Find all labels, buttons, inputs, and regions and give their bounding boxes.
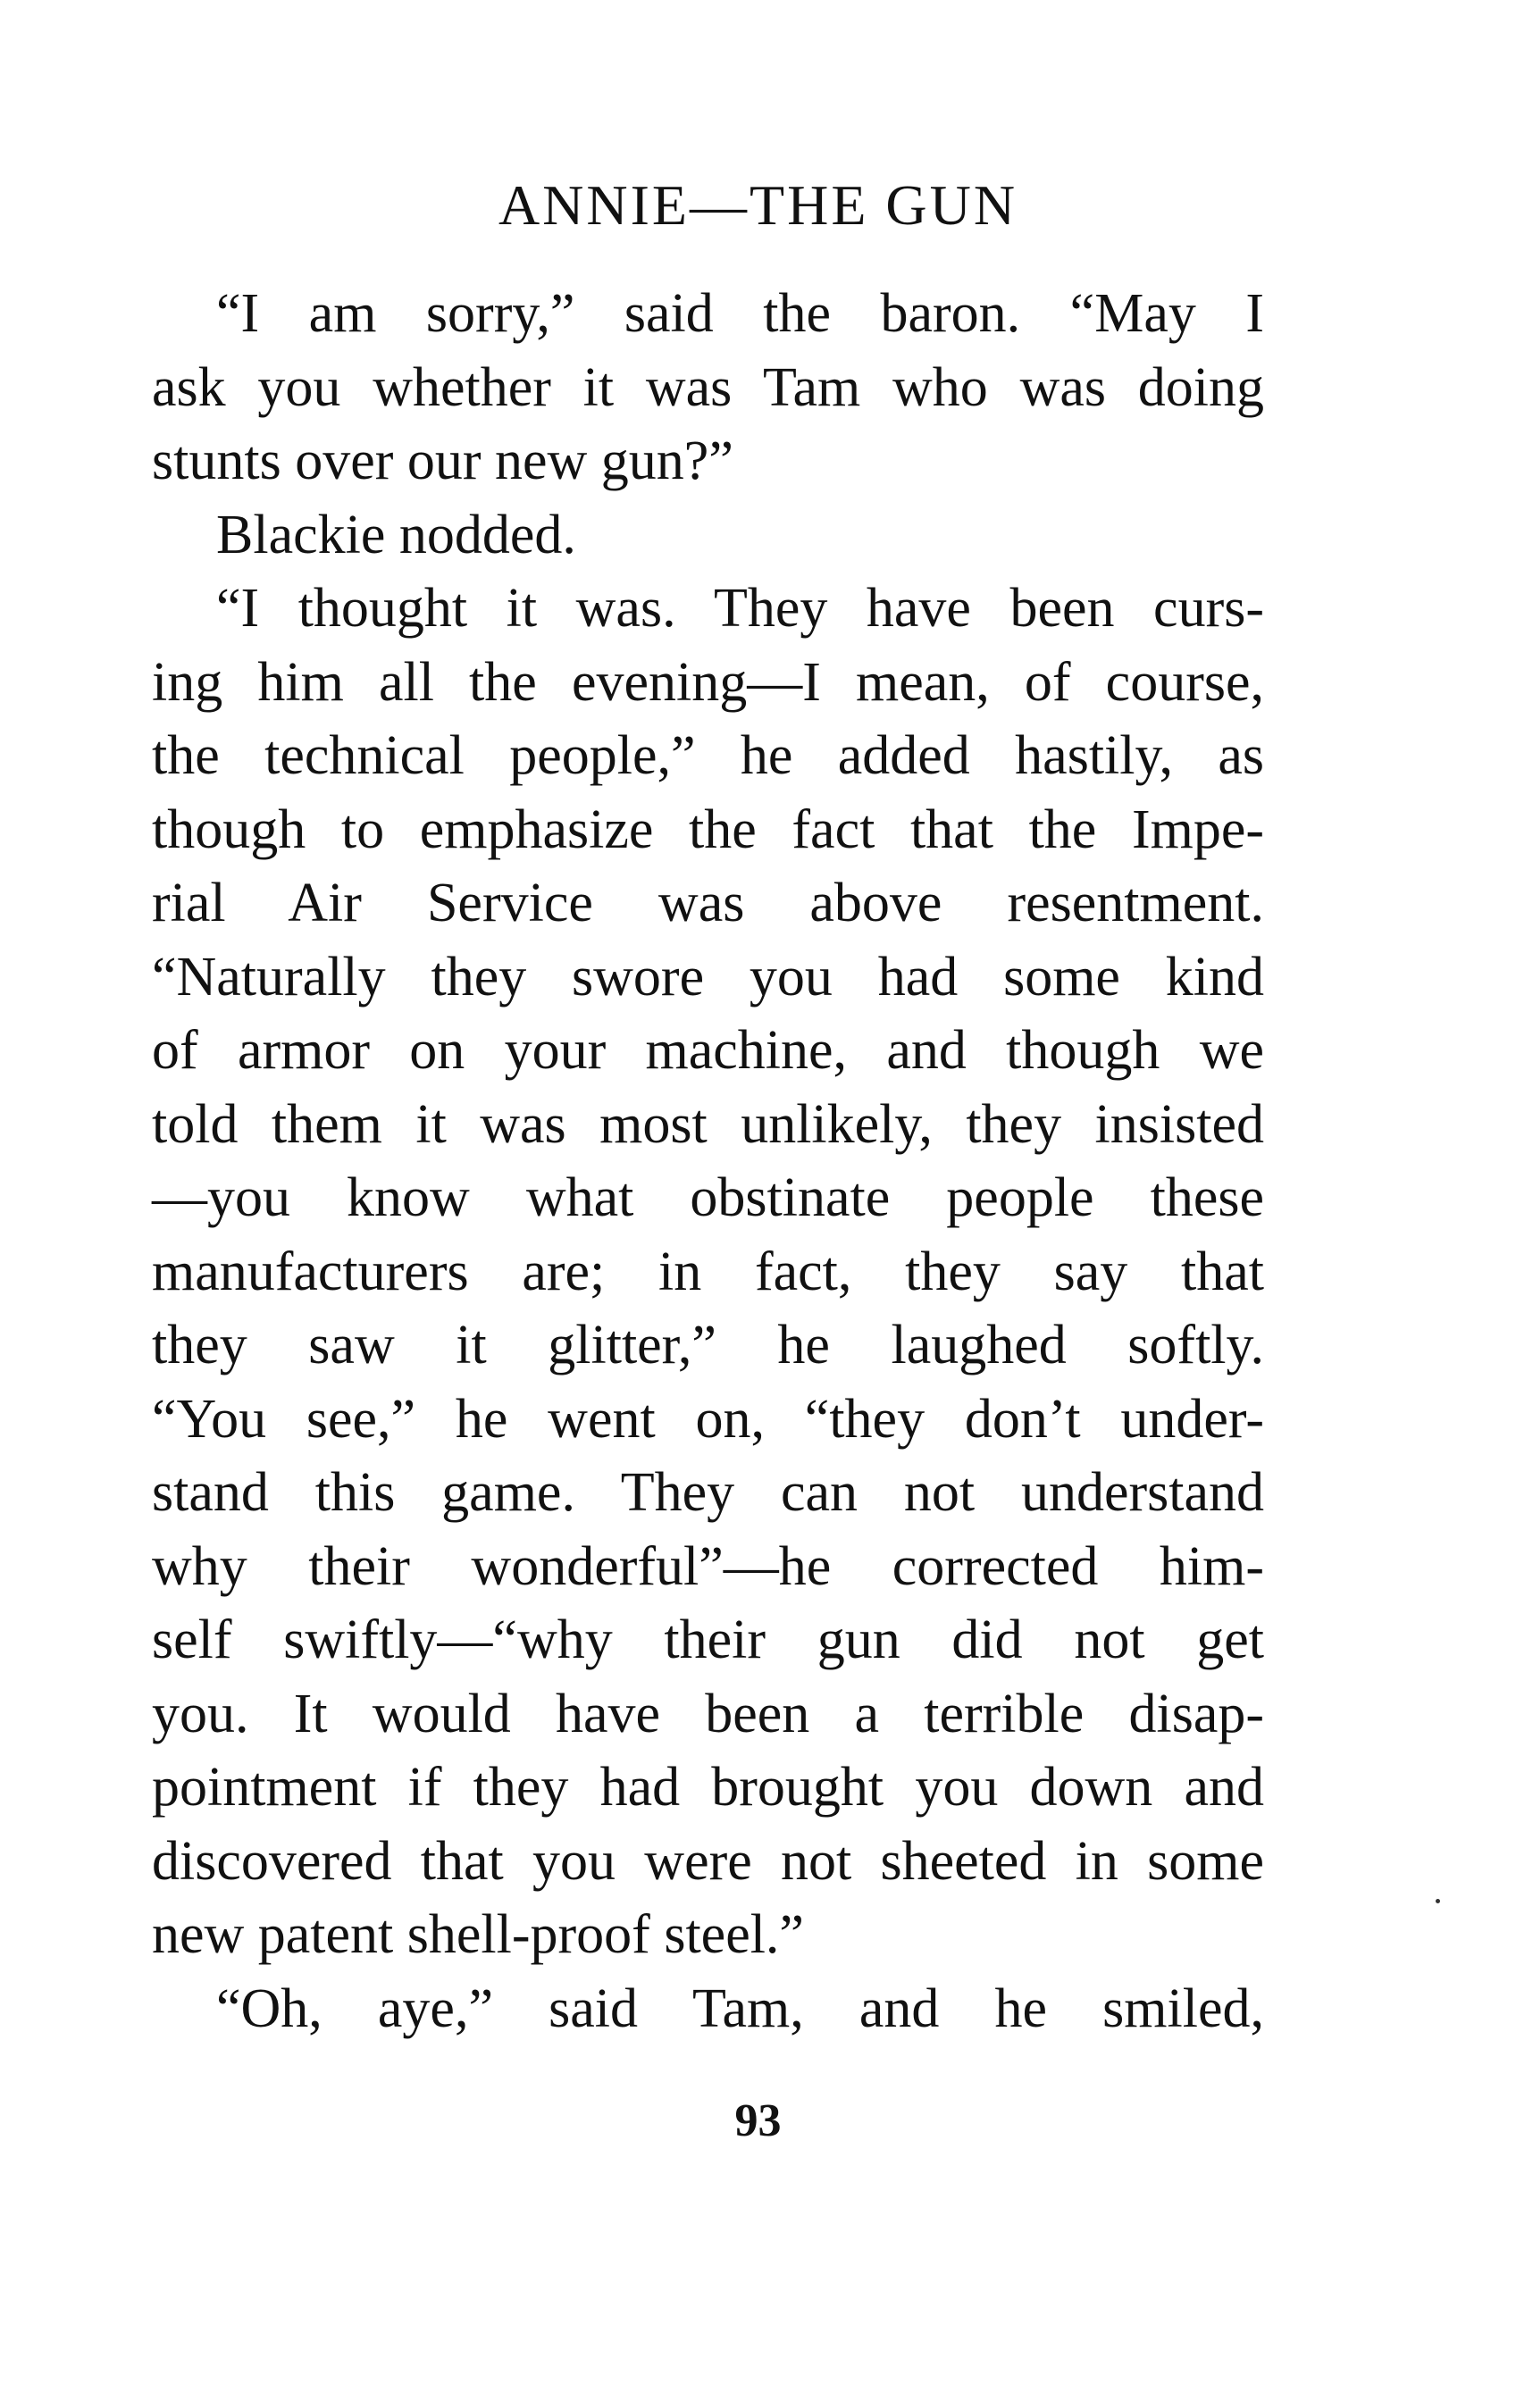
text-line: why their wonderful”—he corrected him- xyxy=(152,1535,1264,1597)
text-line: the technical people,” he added hastily, as xyxy=(152,725,1264,786)
text-line: ask you whether it was Tam who was doing xyxy=(152,356,1264,418)
text-line: “You see,” he went on, “they don’t under- xyxy=(152,1388,1264,1450)
text-line: they saw it glitter,” he laughed softly. xyxy=(152,1315,1264,1375)
text-line: manufacturers are; in fact, they say that xyxy=(152,1241,1264,1302)
print-speck xyxy=(1436,1899,1440,1903)
text-line: stand this game. They can not understand xyxy=(152,1462,1264,1523)
text-line: new patent shell-proof steel.” xyxy=(152,1904,804,1965)
page-number: 93 xyxy=(734,2095,782,2146)
text-line: —you know what obstinate people these xyxy=(152,1167,1264,1228)
text-line: Blackie nodded. xyxy=(216,504,576,565)
body-text xyxy=(152,277,1264,2045)
text-line: “I am sorry,” said the baron. “May I xyxy=(216,283,1264,344)
text-line: pointment if they had brought you down and xyxy=(152,1757,1264,1818)
text-line: “Naturally they swore you had some kind xyxy=(152,946,1264,1008)
text-line: discovered that you were not sheeted in some xyxy=(152,1830,1264,1892)
text-line: you. It would have been a terrible disap- xyxy=(152,1683,1264,1744)
text-line: of armor on your machine, and though we xyxy=(152,1020,1264,1081)
text-line: told them it was most unlikely, they insisted xyxy=(152,1093,1264,1155)
text-line: “I thought it was. They have been curs- xyxy=(216,578,1264,639)
text-line: self swiftly—“why their gun did not get xyxy=(152,1610,1264,1670)
text-line: rial Air Service was above resentment. xyxy=(152,873,1264,933)
text-line: ing him all the evening—I mean, of course, xyxy=(152,651,1264,713)
running-head-title: ANNIE—THE GUN xyxy=(498,173,1018,237)
text-line: though to emphasize the fact that the Impe- xyxy=(152,798,1264,860)
text-line: “Oh, aye,” said Tam, and he smiled, xyxy=(216,1977,1264,2039)
text-line: stunts over our new gun?” xyxy=(152,431,733,491)
